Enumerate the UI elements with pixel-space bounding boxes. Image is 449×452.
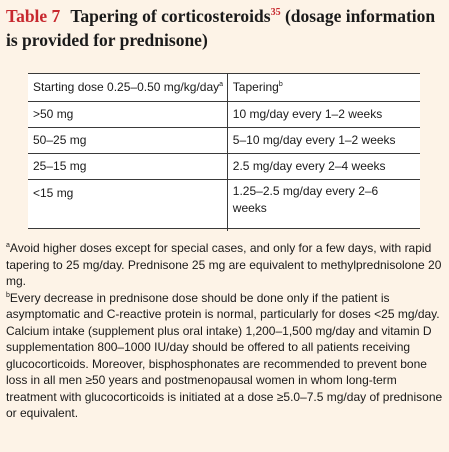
column-header-label: Tapering [232,80,279,94]
table-row [28,180,420,232]
taper-cell: 1.25–2.5 mg/day every 2–6 weeks [232,184,379,215]
taper-cell: 2.5 mg/day every 2–4 weeks [227,154,420,180]
table-number: Table 7 [6,6,61,26]
dose-cell: 25–15 mg [28,154,227,180]
footnote-b [6,290,446,422]
footnote-text: Avoid higher doses except for special cases, and only for a few days, with rapid tapering to 25 mg/day. Prednisone 25 mg are equivalent to methylprednisolone 20 mg. [6,241,442,288]
tapering-table [28,73,420,229]
column-header-tapering [227,74,420,102]
footnote-mark: b [6,291,10,299]
footnote-mark: a [6,242,10,249]
table-title [6,4,442,52]
table-title-continuation: (dosage information is provided for prednisone) [6,6,436,50]
dose-cell: 50–25 mg [28,128,227,154]
table-title-text: Tapering of corticosteroids [70,6,271,26]
reference-superscript[interactable]: 35 [270,7,281,19]
column-header-label: Starting dose 0.25–0.50 mg/kg/day [33,80,220,94]
table-row [28,128,420,154]
taper-cell: 10 mg/day every 1–2 weeks [227,102,420,128]
footnote-mark: b [278,81,283,88]
footnote-mark: a [219,81,224,88]
footnote-text: Every decrease in prednisone dose should be done only if the patient is asymptomatic and C-reactive protein is normal, particularly for doses <25 mg/day. Calcium intake (supplement plus oral intake) 1,200–1,500 mg/day and vitamin D supplementation 800–1000 IU/day should be offered to all patients receiving glucocorticoids. Moreover, bisphosphonates are recommended to prevent bone loss in all men ≥50 years and postmenopausal women in whom long-term treatment with glucocorticoids is initiated at a dose ≥5.0–7.5 mg/day of prednisone or equivalent. [6,290,443,420]
table-footnotes [6,240,446,422]
table-row [28,154,420,180]
taper-cell: 5–10 mg/day every 1–2 weeks [227,128,420,154]
footnote-a [6,240,446,290]
dose-cell: <15 mg [28,180,227,232]
column-header-starting-dose [28,74,227,102]
table-header-row [28,74,420,102]
table-row [28,102,420,128]
dose-cell: >50 mg [28,102,227,128]
